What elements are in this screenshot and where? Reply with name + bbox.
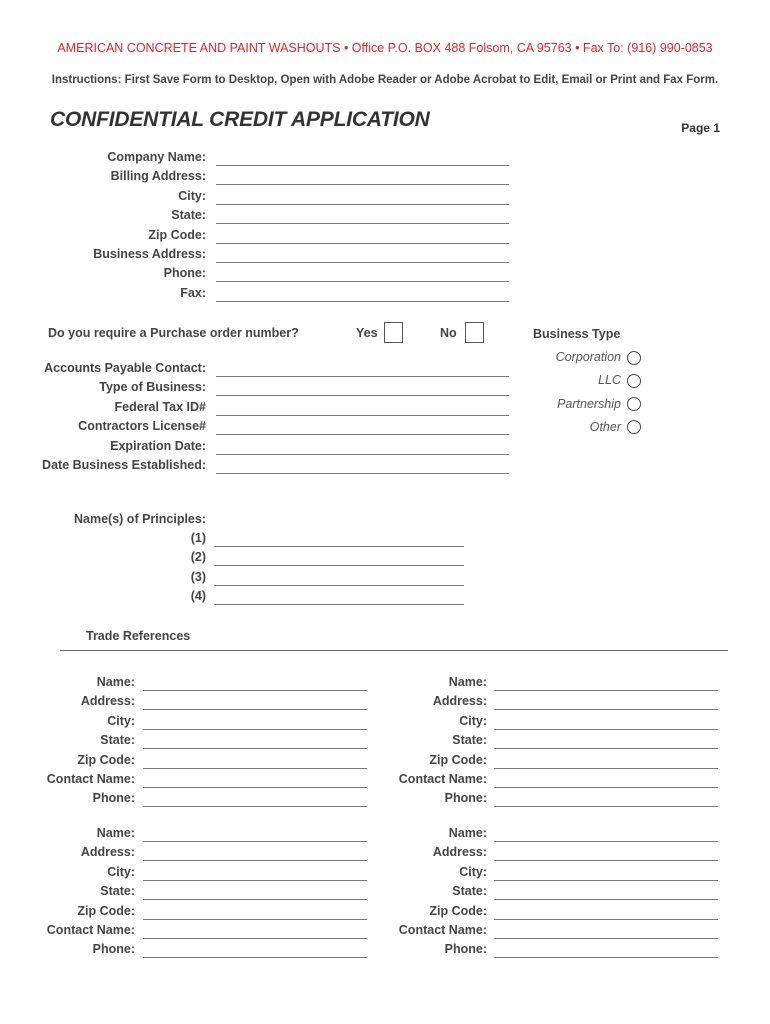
trade-ref-4-city-input[interactable] [494, 866, 718, 881]
phone-label: Phone: [163, 266, 206, 281]
contractors-license-label: Contractors License# [78, 419, 206, 434]
purchase-order-question: Do you require a Purchase order number? [48, 326, 299, 340]
business-type-other-radio[interactable] [627, 420, 641, 434]
expiration-date-input[interactable] [216, 440, 509, 455]
trade-ref-2-zip-code-input[interactable] [494, 754, 718, 769]
trade-ref-4-city-label: City: [459, 864, 487, 879]
company-name-label: Company Name: [107, 150, 206, 164]
trade-ref-2-name-input[interactable] [494, 676, 718, 691]
date-business-established-label: Date Business Established: [42, 458, 206, 472]
principal-4-input[interactable] [214, 590, 464, 605]
principal-2-input[interactable] [214, 551, 464, 566]
trade-ref-3-contact-name-label: Contact Name: [46, 923, 135, 937]
expiration-date-label: Expiration Date: [110, 438, 206, 453]
trade-ref-4-zip-code-label: Zip Code: [429, 903, 487, 918]
business-type-llc-radio[interactable] [627, 374, 641, 388]
state-label: State: [171, 208, 206, 223]
trade-ref-2-phone-label: Phone: [444, 791, 487, 806]
principals-title: Name(s) of Principles: [74, 512, 206, 526]
accounts-payable-contact-label: Accounts Payable Contact: [44, 361, 206, 375]
business-type-corporation-radio[interactable] [627, 351, 641, 365]
zip-code-input[interactable] [216, 229, 509, 244]
po-no-checkbox[interactable] [465, 322, 484, 343]
principal-2-label: (2) [190, 550, 206, 565]
business-type-other-label: Other [589, 419, 621, 434]
trade-ref-4-address-label: Address: [432, 845, 487, 860]
billing-address-label: Billing Address: [110, 169, 206, 184]
trade-ref-4-name-label: Name: [448, 826, 487, 840]
trade-ref-4-name-input[interactable] [494, 827, 718, 842]
trade-ref-1-contact-name-label: Contact Name: [46, 772, 135, 786]
trade-ref-4-contact-name-label: Contact Name: [398, 923, 487, 937]
trade-ref-4-state-input[interactable] [494, 885, 718, 900]
city-input[interactable] [216, 190, 509, 205]
fax-input[interactable] [216, 287, 509, 302]
trade-ref-4-address-input[interactable] [494, 846, 718, 861]
trade-ref-2-contact-name-label: Contact Name: [398, 772, 487, 786]
fax-label: Fax: [180, 285, 206, 300]
trade-ref-3-phone-label: Phone: [92, 942, 135, 957]
trade-ref-3-name-label: Name: [96, 826, 135, 840]
form-title: CONFIDENTIAL CREDIT APPLICATION [50, 108, 430, 131]
page-number: Page 1 [681, 121, 720, 135]
principal-1-input[interactable] [214, 532, 464, 547]
trade-ref-4-state-label: State: [452, 884, 487, 899]
business-address-label: Business Address: [93, 247, 206, 261]
trade-ref-2-name-label: Name: [448, 675, 487, 689]
principal-3-input[interactable] [214, 571, 464, 586]
instructions-text: Instructions: First Save Form to Desktop, Open with Adobe Reader or Adobe Acrobat to Edit, Email or Print and Fax Form. [51, 74, 719, 86]
po-yes-label: Yes [356, 326, 378, 340]
trade-ref-4-phone-label: Phone: [444, 942, 487, 957]
trade-ref-2-contact-name-input[interactable] [494, 773, 718, 788]
principal-3-label: (3) [190, 569, 206, 584]
business-type-llc-label: LLC [598, 373, 621, 388]
zip-code-label: Zip Code: [148, 227, 206, 242]
trade-ref-3-city-label: City: [107, 864, 135, 879]
trade-ref-4-contact-name-input[interactable] [494, 924, 718, 939]
company-name-input[interactable] [216, 151, 509, 166]
date-business-established-input[interactable] [216, 459, 509, 474]
trade-ref-2-zip-code-label: Zip Code: [429, 752, 487, 767]
company-header: AMERICAN CONCRETE AND PAINT WASHOUTS • Office P.O. BOX 488 Folsom, CA 95763 • Fax To: (916) 990-0853 [57, 41, 713, 55]
trade-references-title: Trade References [86, 629, 191, 643]
po-yes-checkbox[interactable] [384, 322, 403, 343]
trade-ref-1-zip-code-label: Zip Code: [77, 752, 135, 767]
federal-tax-id-input[interactable] [216, 401, 509, 416]
city-label: City: [178, 188, 206, 203]
type-of-business-label: Type of Business: [99, 380, 206, 395]
federal-tax-id-label: Federal Tax ID# [114, 399, 206, 414]
trade-ref-3-address-label: Address: [80, 845, 135, 860]
state-input[interactable] [216, 209, 509, 224]
trade-ref-2-phone-input[interactable] [494, 792, 718, 807]
trade-ref-4-phone-input[interactable] [494, 943, 718, 958]
trade-ref-2-address-input[interactable] [494, 695, 718, 710]
contractors-license-input[interactable] [216, 420, 509, 435]
billing-address-input[interactable] [216, 170, 509, 185]
phone-input[interactable] [216, 267, 509, 282]
trade-ref-2-address-label: Address: [432, 694, 487, 709]
po-no-label: No [440, 326, 457, 340]
business-type-partnership-label: Partnership [557, 396, 621, 411]
business-type-title: Business Type [533, 327, 621, 341]
type-of-business-input[interactable] [216, 381, 509, 396]
trade-ref-2-state-label: State: [452, 733, 487, 748]
section-divider [60, 650, 728, 651]
trade-ref-3-state-label: State: [100, 884, 135, 899]
trade-ref-4-zip-code-input[interactable] [494, 905, 718, 920]
principal-4-label: (4) [190, 589, 206, 604]
trade-ref-1-address-label: Address: [80, 694, 135, 709]
trade-ref-1-phone-label: Phone: [92, 791, 135, 806]
principal-1-label: (1) [190, 531, 206, 545]
trade-ref-1-city-label: City: [107, 713, 135, 728]
trade-ref-2-state-input[interactable] [494, 734, 718, 749]
trade-ref-2-city-input[interactable] [494, 715, 718, 730]
trade-ref-1-state-label: State: [100, 733, 135, 748]
business-type-partnership-radio[interactable] [627, 397, 641, 411]
trade-ref-3-zip-code-label: Zip Code: [77, 903, 135, 918]
trade-ref-1-name-label: Name: [96, 675, 135, 689]
business-type-corporation-label: Corporation [555, 350, 621, 364]
business-address-input[interactable] [216, 248, 509, 263]
accounts-payable-contact-input[interactable] [216, 362, 509, 377]
trade-ref-2-city-label: City: [459, 713, 487, 728]
